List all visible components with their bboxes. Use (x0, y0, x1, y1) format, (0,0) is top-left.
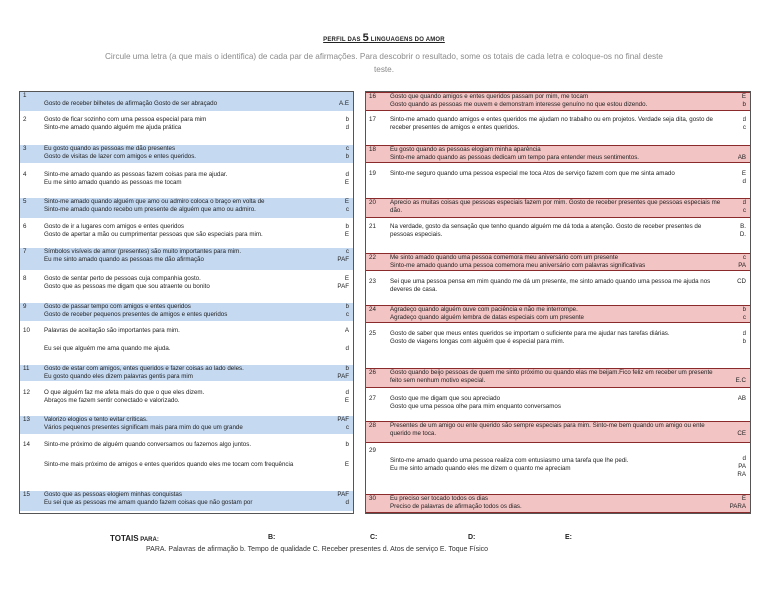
answer-letter-b[interactable] (738, 403, 746, 411)
answer-letters[interactable] (345, 389, 349, 405)
statement-b[interactable]: Eu me sinto amado quando as pessoas me tocam (44, 179, 182, 186)
statement-b[interactable]: Gosto de receber pequenos presentes de amigos e entes queridos (44, 311, 228, 318)
question-row (366, 253, 750, 271)
total-c: C: (370, 534, 378, 541)
answer-letter-b[interactable]: b (742, 101, 746, 108)
answer-letter-a[interactable]: PAF (337, 416, 349, 423)
answer-letters[interactable] (742, 170, 746, 186)
question-number: 12 (23, 389, 30, 396)
answer-letter-a[interactable]: d (742, 199, 746, 206)
question-row (20, 416, 353, 434)
question-row (20, 491, 353, 511)
answer-letter-a[interactable] (737, 422, 746, 430)
answer-letter-a[interactable] (736, 369, 746, 377)
statement-a[interactable]: Sinto-me amado quando uma pessoa realiza com entusiasmo uma tarefa que lhe pedi. (390, 457, 629, 464)
question-number: 13 (23, 416, 30, 423)
answer-letter-a[interactable]: b (345, 441, 349, 448)
right-question-panel (365, 91, 751, 514)
question-statements (44, 303, 331, 319)
question-number: 17 (369, 116, 376, 123)
question-number: 20 (369, 199, 376, 206)
question-row (20, 171, 353, 193)
question-number: 25 (369, 330, 376, 337)
question-number: 9 (23, 303, 27, 310)
question-number: 6 (23, 223, 27, 230)
question-statements (44, 100, 331, 108)
statement-a[interactable]: Sinto-me amado quando alguém que amo ou admiro coloca o braço em volta de (44, 198, 265, 205)
question-row (20, 223, 353, 245)
answer-letters[interactable] (737, 278, 746, 294)
question-statements (44, 116, 331, 132)
answer-letter-a[interactable]: c (742, 254, 746, 261)
statement-b[interactable]: Sinto-me amado quando recebo um presente de alguém que amo ou admiro. (44, 206, 256, 213)
answer-letter-a[interactable]: d (742, 330, 746, 337)
statement-a[interactable]: Gosto que quando amigos e entes queridos passam por mim, me tocam (390, 93, 589, 100)
answer-letters[interactable] (337, 416, 349, 432)
total-b: B: (268, 534, 276, 541)
answer-letter-a[interactable]: E (741, 170, 746, 177)
question-statements (44, 145, 331, 161)
question-row (366, 447, 750, 481)
total-d: D: (468, 534, 476, 541)
title-pre: PERFIL DAS (323, 37, 363, 43)
answer-letters[interactable] (345, 441, 349, 469)
question-number: 29 (369, 447, 376, 454)
statement-a[interactable]: Gosto de saber que meus entes queridos se importam o suficiente para me ajudar nas tarefas diárias. (390, 330, 670, 337)
question-statements (390, 93, 726, 109)
statement-b[interactable]: Eu me sinto amado quando eles me dizem o quanto me apreciam (390, 465, 571, 472)
answer-letter-b[interactable]: d (345, 499, 349, 506)
statement-b[interactable]: Abraços me fazem sentir conectado e valorizado. (44, 397, 180, 404)
answer-letter-a[interactable]: b (345, 365, 349, 372)
answer-letters[interactable] (736, 369, 746, 385)
question-number: 3 (23, 145, 27, 152)
statement-a[interactable]: Eu preciso ser tocado todos os dias (390, 495, 489, 502)
question-row (366, 223, 750, 247)
answer-letters[interactable] (743, 199, 746, 215)
totals-main: TOTAIS (110, 534, 139, 543)
question-number: 11 (23, 365, 30, 372)
answer-letter-a[interactable]: d (345, 389, 349, 396)
answer-letters[interactable] (738, 254, 746, 270)
answer-letter-a[interactable]: PAF (337, 491, 349, 498)
question-number: 21 (369, 223, 376, 230)
statement-a[interactable]: Símbolos visíveis de amor (presentes) são muito importantes para mim. (44, 248, 242, 255)
question-row (20, 248, 353, 270)
question-statements (44, 416, 331, 432)
question-statements (390, 116, 726, 132)
answer-letter-b[interactable]: E (344, 179, 349, 186)
statement-b[interactable]: Preciso de palavras de afirmação todos os dias. (390, 503, 522, 510)
question-statements (44, 275, 331, 291)
question-number: 24 (369, 306, 376, 313)
answer-letters[interactable] (737, 455, 746, 479)
question-number: 30 (369, 495, 376, 502)
question-row (366, 92, 750, 111)
answer-letters[interactable] (346, 145, 349, 161)
statement-a[interactable]: Gosto de passar tempo com amigos e entes queridos (44, 303, 191, 310)
statement-a[interactable]: Gosto que me digam que sou apreciado (390, 395, 501, 402)
question-number: 2 (23, 116, 27, 123)
answer-letters[interactable] (346, 116, 349, 132)
question-row (366, 170, 750, 194)
question-statements (390, 447, 726, 473)
answer-letter-a[interactable]: d (345, 171, 349, 178)
question-statements (390, 422, 726, 438)
answer-letter-b[interactable]: c (742, 124, 746, 131)
statement-a[interactable]: Aprecio as muitas coisas que pessoas especiais fazem por mim. Gosto de receber presentes que pessoas especiais me dão. (390, 199, 721, 214)
question-statements (390, 369, 726, 385)
answer-letter-a[interactable]: E (344, 198, 349, 205)
question-statements (390, 395, 726, 411)
statement-a[interactable]: Sinto-me amado quando amigos e entes queridos me ajudam no trabalho ou em projetos. Verdade seja dita, gosto de receber presentes de amigos e entes queridos. (390, 116, 713, 131)
question-number: 14 (23, 441, 30, 448)
question-row (366, 330, 750, 362)
answer-letter-a[interactable]: A.E (339, 100, 349, 107)
statement-a[interactable]: Sinto-me próximo de alguém quando conversamos ou fazemos algo juntos. (44, 441, 252, 448)
question-row (20, 275, 353, 299)
answer-letter-b[interactable]: PAF (337, 283, 349, 290)
answer-letter-b[interactable]: c (345, 311, 349, 318)
question-number: 19 (369, 170, 376, 177)
answer-letter-b[interactable]: E (344, 461, 349, 468)
answer-letter-a[interactable]: E (741, 93, 746, 100)
statement-a[interactable]: Presentes de um amigo ou ente querido são sempre especiais para mim. Sinto-me bem quando um amigo ou ente querido me toca. (390, 422, 705, 437)
statement-a[interactable]: Sinto-me seguro quando uma pessoa especial me toca Atos de serviço fazem com que me sinta amado (390, 170, 675, 177)
answer-letters[interactable] (737, 422, 746, 438)
answer-letter-b[interactable]: d (345, 345, 349, 352)
question-statements (44, 223, 331, 239)
question-row (20, 441, 353, 481)
answer-letter-b[interactable]: E (344, 231, 349, 238)
answer-letters[interactable] (345, 171, 349, 187)
statement-a[interactable]: Eu gosto quando as pessoas me dão presentes (44, 145, 176, 152)
answer-letter-b[interactable]: d (345, 124, 349, 131)
answer-letters[interactable] (337, 365, 349, 381)
question-row (366, 421, 750, 443)
answer-letters[interactable] (337, 248, 349, 264)
question-statements (44, 327, 331, 353)
answer-letters[interactable] (740, 223, 746, 239)
statement-b[interactable]: Gosto de viagens longas com alguém que é especial para mim. (390, 338, 565, 345)
question-row (20, 365, 353, 381)
question-number: 8 (23, 275, 27, 282)
answer-letters[interactable] (345, 198, 349, 214)
instructions: Circule uma letra (a que mais o identifica) de cada par de afirmações. Para descobrir o resultado, some os totais de cada letra e coloque-os no final deste teste. (105, 52, 663, 74)
answer-letter-b[interactable]: b (742, 338, 746, 345)
statement-a[interactable]: Gosto quando beijo pessoas de quem me sinto próximo ou quando elas me beijam.Fico feliz em receber um presente feito sem nenhum motivo especial. (390, 369, 713, 384)
question-number: 28 (369, 422, 376, 429)
question-number: 23 (369, 278, 376, 285)
question-number: 5 (23, 198, 27, 205)
question-row (20, 198, 353, 218)
answer-letter-b[interactable]: E (344, 397, 349, 404)
question-statements (44, 491, 331, 507)
question-statements (44, 171, 331, 187)
statement-b[interactable]: Eu sei que as pessoas me amam quando fazem coisas que não gostam por (44, 499, 253, 506)
question-row (366, 116, 750, 138)
answer-letter-b[interactable]: c (742, 207, 746, 214)
answer-letters[interactable] (345, 327, 349, 353)
answer-letter-a[interactable] (738, 146, 746, 154)
question-statements (390, 199, 726, 215)
answer-letter-a[interactable]: CD (737, 278, 746, 285)
question-number: 15 (23, 491, 30, 498)
answer-letters[interactable] (743, 116, 746, 132)
statement-b[interactable]: Sinto-me amado quando uma pessoa comemora meu aniversário com palavras significativas (390, 262, 646, 269)
answer-letter-b[interactable]: AB (737, 154, 746, 161)
statement-a[interactable]: Gosto que as pessoas elogiem minhas conquistas (44, 491, 182, 498)
statement-a[interactable]: Gosto de receber bilhetes de afirmação Gosto de ser abraçado (44, 100, 218, 107)
answer-letters[interactable] (743, 330, 746, 346)
question-number: 26 (369, 369, 376, 376)
answer-letter-extra[interactable]: RA (737, 471, 746, 478)
answer-letter-b[interactable]: c (345, 424, 349, 431)
totals-label (110, 534, 159, 543)
question-statements (390, 223, 726, 239)
answer-letters[interactable] (738, 395, 746, 411)
question-statements (44, 248, 331, 264)
question-statements (44, 365, 331, 381)
question-row (20, 327, 353, 357)
statement-b[interactable]: Gosto que as pessoas me digam que sou atraente ou bonito (44, 283, 210, 290)
question-row (366, 278, 750, 302)
legend: PARA. Palavras de afirmação b. Tempo de qualidade C. Receber presentes d. Atos de serviço E. Toque Físico (146, 546, 489, 553)
question-statements (44, 441, 331, 469)
answer-letters[interactable] (345, 223, 349, 239)
answer-letter-a[interactable]: AB (737, 395, 746, 402)
statement-b[interactable]: Sinto-me amado quando as pessoas dedicam um tempo para entender meus sentimentos. (390, 154, 640, 161)
answer-letters[interactable] (742, 93, 746, 109)
question-statements (390, 306, 726, 322)
answer-letter-a[interactable]: b (742, 306, 746, 313)
question-number: 1 (23, 92, 27, 99)
answer-letter-b[interactable]: PA (738, 262, 746, 269)
statement-a[interactable]: Gosto de ir a lugares com amigos e entes queridos (44, 223, 184, 230)
question-statements (390, 278, 726, 294)
question-statements (390, 330, 726, 346)
statement-b[interactable]: Sinto-me amado quando alguém me ajuda prática (44, 124, 182, 131)
question-statements (44, 389, 331, 405)
question-row (20, 116, 353, 138)
statement-b[interactable]: Sinto-me mais próximo de amigos e entes queridos quando eles me tocam com frequência (44, 461, 294, 468)
question-number: 18 (369, 146, 376, 153)
statement-b[interactable]: Eu gosto quando eles dizem palavras gentis para mim (44, 373, 193, 380)
left-question-panel (19, 91, 354, 514)
statement-b[interactable]: Eu sei que alguém me ama quando me ajuda. (44, 345, 171, 352)
answer-letters[interactable] (730, 495, 746, 511)
statement-a[interactable]: Sinto-me amado quando as pessoas fazem coisas para me ajudar. (44, 171, 228, 178)
answer-letter-b[interactable]: c (742, 314, 746, 321)
question-statements (390, 170, 726, 178)
answer-letter-b[interactable]: CE (737, 430, 746, 437)
question-row (366, 494, 750, 513)
answer-letter-a[interactable]: c (345, 145, 349, 152)
statement-a[interactable]: Me sinto amado quando uma pessoa comemora meu aniversário com um presente (390, 254, 619, 261)
page-title (0, 32, 768, 44)
total-e: E: (565, 534, 572, 541)
answer-letters[interactable] (738, 146, 746, 162)
statement-b[interactable]: Vários pequenos presentes significam mais para mim do que um grande (44, 424, 243, 431)
statement-a[interactable]: Gosto de sentar perto de pessoas cuja companhia gosto. (44, 275, 201, 282)
question-number: 16 (369, 93, 376, 100)
answer-letter-b[interactable] (737, 286, 746, 294)
answer-letters[interactable] (743, 306, 746, 322)
answer-letter-b[interactable]: PA (738, 463, 746, 470)
statement-a[interactable]: Na verdade, gosto da sensação que tenho quando alguém me dá toda a atenção. Gosto de receber presentes de pessoas especiais. (390, 223, 702, 238)
question-number: 22 (369, 254, 376, 261)
answer-letter-b[interactable]: D. (739, 231, 746, 238)
question-number: 10 (23, 327, 30, 334)
question-row (366, 305, 750, 323)
question-number: 7 (23, 248, 27, 255)
answer-letter-b[interactable] (339, 108, 349, 116)
question-row (20, 145, 353, 163)
title-number: 5 (362, 32, 369, 44)
answer-letter-a[interactable]: d (742, 116, 746, 123)
question-number: 27 (369, 395, 376, 402)
answer-letter-b[interactable]: PARA (729, 503, 746, 510)
answer-letters[interactable] (337, 491, 349, 507)
question-row (366, 145, 750, 163)
statement-a[interactable]: Sei que uma pessoa pensa em mim quando me dá um presente, me sinto amado quando uma pessoa me ajuda nos deveres de casa. (390, 278, 711, 293)
statement-b[interactable]: Gosto que uma pessoa olhe para mim enquanto conversamos (390, 403, 561, 410)
question-statements (390, 146, 726, 162)
statement-b[interactable]: Eu me sinto amado quando as pessoas me dão afirmação (44, 256, 204, 263)
question-row (20, 92, 353, 111)
statement-a[interactable]: Valorizo elogios e tento evitar críticas. (44, 416, 148, 423)
question-row (20, 303, 353, 321)
answer-letter-b[interactable]: E.C (735, 377, 746, 384)
answer-letter-b[interactable]: PAF (337, 256, 349, 263)
answer-letter-a[interactable]: b (345, 223, 349, 230)
totals-para: PARA: (138, 537, 159, 543)
statement-a[interactable]: Gosto de ficar sozinho com uma pessoa especial para mim (44, 116, 207, 123)
answer-letters[interactable] (337, 275, 349, 291)
answer-letter-b[interactable]: PAF (337, 373, 349, 380)
title-post: LINGUAGENS DO AMOR (368, 37, 445, 43)
answer-letter-b[interactable]: d (742, 178, 746, 185)
answer-letter-a[interactable]: d (742, 455, 746, 462)
statement-a[interactable]: O que alguém faz me afeta mais do que o que eles dizem. (44, 389, 205, 396)
question-row (366, 368, 750, 388)
answer-letter-a[interactable]: c (345, 248, 349, 255)
answer-letter-a[interactable]: B. (740, 223, 746, 230)
question-statements (44, 198, 331, 214)
statement-b[interactable]: Gosto de apertar a mão ou cumprimentar pessoas que são especiais para mim. (44, 231, 263, 238)
question-row (20, 389, 353, 411)
answer-letter-a[interactable]: A (344, 327, 349, 334)
statement-a[interactable]: Palavras de aceitação são importantes para mim. (44, 327, 180, 334)
statement-b[interactable]: Agradeço quando alguém lembra de datas especiais com um presente (390, 314, 584, 321)
question-statements (390, 495, 726, 511)
statement-a[interactable]: Agradeço quando alguém ouve com paciência e não me interrompe. (390, 306, 578, 313)
statement-b[interactable]: Gosto de visitas de lazer com amigos e entes queridos. (44, 153, 197, 160)
statement-a[interactable]: Eu gosto quando as pessoas elogiam minha aparência (390, 146, 541, 153)
statement-a[interactable]: Gosto de estar com amigos, entes queridos e fazer coisas ao lado deles. (44, 365, 244, 372)
answer-letter-b[interactable]: b (345, 153, 349, 160)
question-row (366, 198, 750, 218)
answer-letter-a[interactable]: b (345, 303, 349, 310)
answer-letters[interactable] (346, 303, 349, 319)
question-row (366, 395, 750, 417)
question-number: 4 (23, 171, 27, 178)
answer-letter-b[interactable]: c (345, 206, 349, 213)
question-statements (390, 254, 726, 270)
answer-letter-a[interactable]: E (344, 275, 349, 282)
answer-letter-a[interactable]: E (741, 495, 746, 502)
statement-b[interactable]: Gosto quando as pessoas me ouvem e demonstram interesse genuíno no que estou dizendo. (390, 101, 648, 108)
answer-letters[interactable] (339, 100, 349, 116)
answer-letter-a[interactable]: b (345, 116, 349, 123)
